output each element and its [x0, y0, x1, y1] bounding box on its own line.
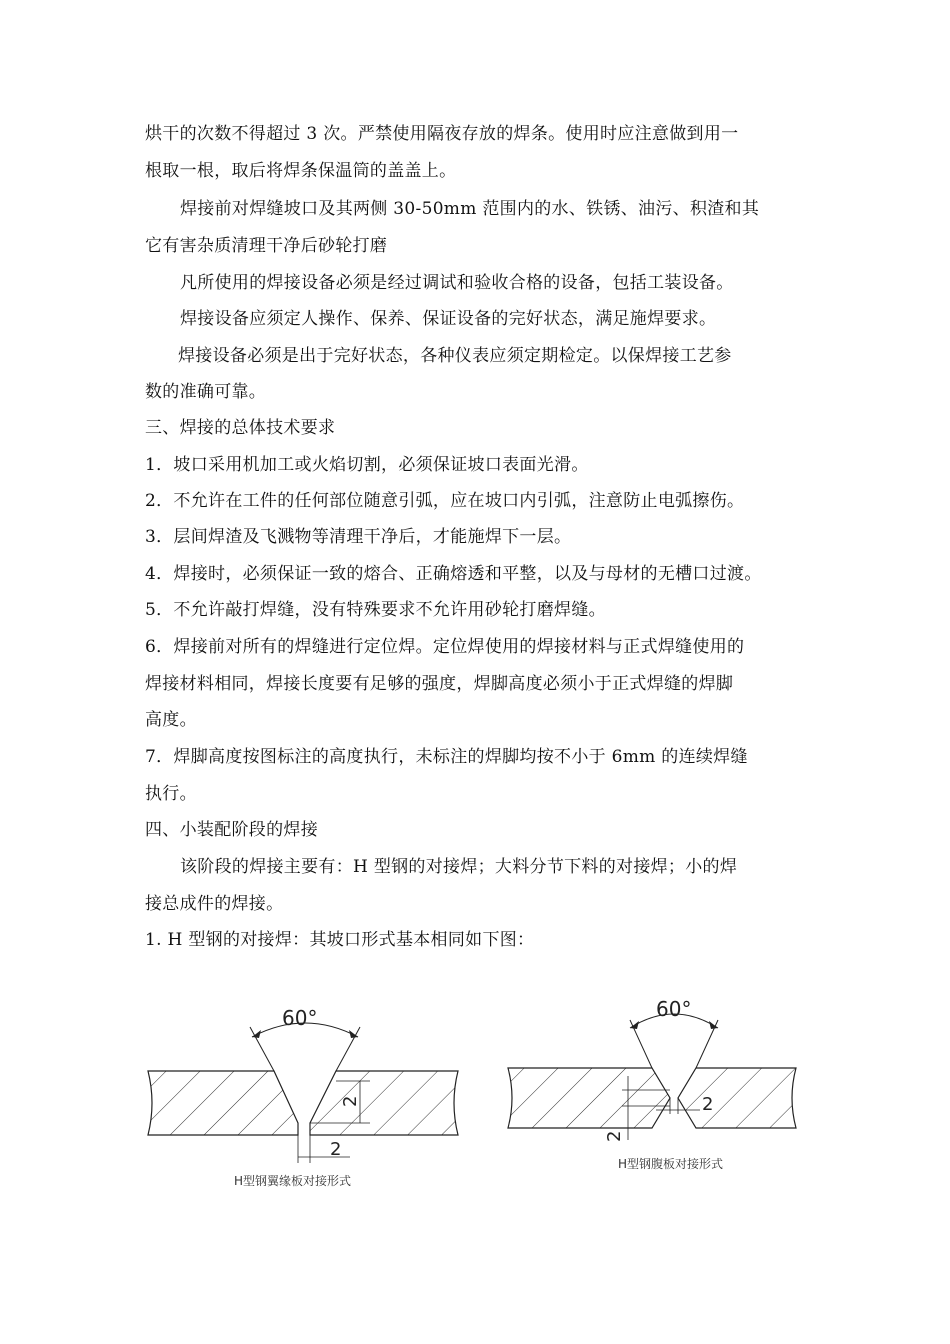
list-item-continuation: 焊接材料相同，焊接长度要有足够的强度，焊脚高度必须小于正式焊缝的焊脚	[145, 674, 734, 694]
angle-label: 60°	[656, 997, 692, 1021]
paragraph-line: 焊接设备必须是出于完好状态，各种仪表应须定期检定。以保焊接工艺参	[178, 346, 732, 366]
right-plate	[310, 1071, 458, 1135]
list-item: 7．焊脚高度按图标注的高度执行，未标注的焊脚均按不小于 6mm 的连续焊缝	[145, 747, 748, 767]
list-item: 3．层间焊渣及飞溅物等清理干净后，才能施焊下一层。	[145, 527, 572, 547]
paragraph-line: 焊接前对焊缝坡口及其两侧 30-50mm 范围内的水、铁锈、油污、积渣和其	[180, 199, 760, 219]
list-item-continuation: 执行。	[145, 784, 197, 804]
paragraph-line: 焊接设备应须定人操作、保养、保证设备的完好状态，满足施焊要求。	[180, 309, 717, 329]
figure-caption: H型钢翼缘板对接形式	[234, 1174, 352, 1188]
angle-label: 60°	[282, 1006, 318, 1030]
list-item: 4．焊接时，必须保证一致的熔合、正确熔透和平整，以及与母材的无槽口过渡。	[145, 564, 762, 584]
paragraph-line: 根取一根，取后将焊条保温筒的盖盖上。	[145, 161, 457, 181]
section-heading: 三、焊接的总体技术要求	[145, 418, 336, 438]
flange-joint-figure	[140, 995, 470, 1195]
figure-caption: H型钢腹板对接形式	[618, 1157, 724, 1171]
left-plate	[508, 1068, 670, 1128]
paragraph-line: 接总成件的焊接。	[145, 894, 284, 914]
list-item: 1. H 型钢的对接焊：其坡口形式基本相同如下图：	[145, 930, 535, 950]
list-item: 5．不允许敲打焊缝，没有特殊要求不允许用砂轮打磨焊缝。	[145, 600, 606, 620]
paragraph-line: 数的准确可靠。	[145, 382, 267, 402]
list-item: 1．坡口采用机加工或火焰切割，必须保证坡口表面光滑。	[145, 455, 589, 475]
gap-label: 2	[702, 1094, 714, 1115]
right-plate	[678, 1068, 796, 1128]
paragraph-line: 它有害杂质清理干净后砂轮打磨	[145, 236, 388, 256]
list-item-continuation: 高度。	[145, 710, 197, 730]
section-heading: 四、小装配阶段的焊接	[145, 820, 318, 840]
paragraph-line: 该阶段的焊接主要有：H 型钢的对接焊；大料分节下料的对接焊；小的焊	[180, 857, 738, 877]
web-joint-figure	[500, 990, 810, 1180]
list-item: 2．不允许在工件的任何部位随意引弧，应在坡口内引弧，注意防止电弧擦伤。	[145, 491, 745, 511]
gap-label: 2	[330, 1139, 342, 1160]
left-plate	[148, 1071, 298, 1135]
root-face-label: 2	[340, 1095, 361, 1107]
list-item: 6．焊接前对所有的焊缝进行定位焊。定位焊使用的焊接材料与正式焊缝使用的	[145, 637, 745, 657]
root-face-label: 2	[604, 1130, 625, 1142]
paragraph-line: 凡所使用的焊接设备必须是经过调试和验收合格的设备，包括工装设备。	[180, 273, 734, 293]
paragraph-line: 烘干的次数不得超过 3 次。严禁使用隔夜存放的焊条。使用时应注意做到用一	[145, 124, 739, 144]
